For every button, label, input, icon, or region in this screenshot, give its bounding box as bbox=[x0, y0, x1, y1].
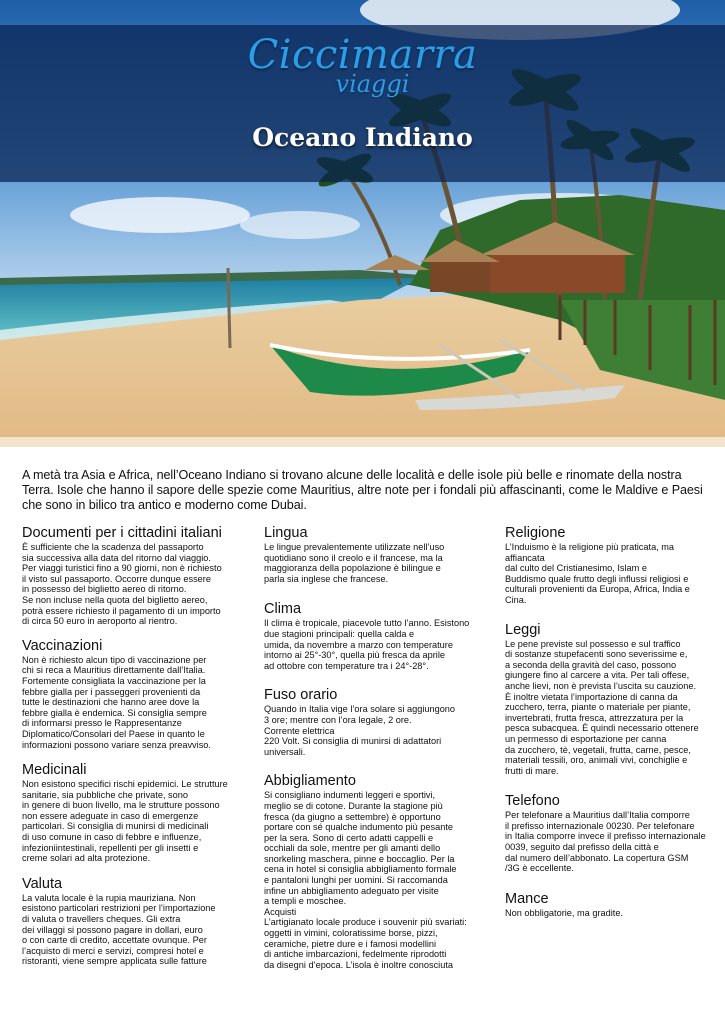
section-body: Il clima è tropicale, piacevole tutto l’anno. Esistono due stagioni principali: quella calda e umida, da novembre a marzo con temperature intorno ai 25°-30°, quella più fresca da aprile ad ottobre con temperature tra i 24°-28°. bbox=[264, 618, 470, 671]
section-title: Fuso orario bbox=[264, 687, 338, 704]
section-body: Quando in Italia vige l’ora solare si aggiungono 3 ore; mentre con l’ora legale, 2 ore. Corrente elettrica 220 Volt. Si consiglia di munirsi di adattatori universali. bbox=[264, 704, 456, 757]
section-title: Clima bbox=[264, 601, 302, 618]
section-body: È sufficiente che la scadenza del passaporto sia successiva alla data del ritorno dal viaggio. Per viaggi turistici fino a 90 giorni, non è richiesto il visto sul passaporto. Occorre dunque essere in possesso del biglietto aereo di ritorno. Se non incluse nella quota del biglietto aereo, potrà essere richiesto il pagamento di un importo di circa 50 euro in aeroporto al rientro. bbox=[22, 542, 222, 627]
section-title: Lingua bbox=[264, 525, 308, 541]
section-title: Documenti per i cittadini italiani bbox=[22, 525, 222, 541]
section-body: Per telefonare a Mauritius dall’Italia comporre il prefisso internazionale 00230. Per telefonare in Italia comporre invece il prefisso internazionale 0039, seguito dal prefisso della città e dal numero dell’abbonato. La copertura GSM /3G è eccellente. bbox=[505, 810, 706, 874]
section-title: Leggi bbox=[505, 621, 541, 638]
section-title: Religione bbox=[505, 525, 566, 541]
section-title: Medicinali bbox=[22, 762, 87, 779]
section-vaccinazioni bbox=[22, 637, 242, 750]
brand-logo-sub: viaggi bbox=[335, 70, 410, 98]
section-body: Non esistono specifici rischi epidemici. Le strutture sanitarie, sia pubbliche che private, sono in genere di buon livello, ma le strutture possono non essere adeguate in caso di emergenze particolari. Si consiglia di munirsi di medicinali di uso comune in caso di febbre e influenze, infezioniintestinali, repellenti per gli insetti e creme solari ad alta protezione. bbox=[22, 779, 228, 864]
section-leggi bbox=[505, 621, 715, 777]
section-title: Telefono bbox=[505, 793, 560, 810]
section-mance bbox=[505, 890, 715, 919]
section-body: Non obbligatorie, ma gradite. bbox=[505, 907, 623, 918]
section-medicinali bbox=[22, 761, 242, 864]
section-clima bbox=[264, 600, 489, 671]
section-body: La valuta locale è la rupia mauriziana. Non esistono particolari restrizioni per l’importazione di valuta o travellers cheques. Gli extra dei villaggi si possono pagare in dollari, euro o con carte di credito, accettate ovunque. Per l’acquisto di merci e servizi, compresi hotel e ristoranti, viene sempre applicata sulle fatture bbox=[22, 892, 216, 967]
brand-logo: Ciccimarra bbox=[247, 32, 478, 78]
section-title: Valuta bbox=[22, 875, 63, 892]
section-body: Non è richiesto alcun tipo di vaccinazione per chi si reca a Mauritius direttamente dall’Italia. Fortemente consigliata la vaccinazione per la febbre gialla per i passeggeri provenienti da tutte le destinazioni che hanno aree dove la febbre gialla è endemica. Si consiglia sempre di informarsi presso le Rappresentanze Diplomatico/Consolari del Paese in quanto le informazioni possono variare senza preavviso. bbox=[22, 654, 211, 750]
section-body: Le pene previste sul possesso e sul traffico di sostanze stupefacenti sono severissime e, a seconda della gravità del caso, possono giungere fino al carcere a vita. Per tali offese, anche lievi, non è prevista l’uscita su cauzione. È inoltre vietata l’importazione di canna da zucchero, terra, piante o materiale per piante, invertebrati, frutta fresca, attrezzatura per la pesca subacquea. È quindi necessario ottenere un permesso di esportazione per canna da zucchero, tè, vegetali, frutta, carne, pesce, materiali tessili, oro, animali vivi, conchiglie e frutti di mare. bbox=[505, 638, 699, 776]
column-right bbox=[505, 524, 715, 918]
section-valuta bbox=[22, 875, 242, 967]
section-fuso-orario bbox=[264, 686, 489, 757]
column-left bbox=[22, 524, 242, 967]
section-title: Abbigliamento bbox=[264, 773, 356, 790]
section-religione bbox=[505, 524, 715, 606]
section-telefono bbox=[505, 792, 715, 874]
section-body: Si consigliano indumenti leggeri e sportivi, meglio se di cotone. Durante la stagione più fresca (da giugno a settembre) è opportuno portare con sé qualche indumento più pesante per la sera. Sono di certo adatti cappelli e occhiali da sole, mentre per gli amanti dello snorkeling maschera, pinne e boccaglio. Per la cena in hotel si consiglia abbigliamento formale e pantaloni lunghi per uomini. Si raccomanda infine un abbigliamento adeguato per visite a templi e moschee. Acquisti L’artigianato locale produce i souvenir più svariati: oggetti in vimini, coloratissime borse, pizzi, ceramiche, pietre dure e i famosi modellini di antiche imbarcazioni, fedelmente riprodotti da disegni d’epoca. L’isola è inoltre conosciuta bbox=[264, 790, 467, 970]
hero-beach-photo bbox=[0, 0, 725, 447]
section-lingua bbox=[264, 524, 489, 584]
section-title: Mance bbox=[505, 890, 549, 907]
section-documenti bbox=[22, 524, 242, 627]
intro-paragraph: A metà tra Asia e Africa, nell’Oceano Indiano si trovano alcune delle località e delle isole più belle e rinomate della nostra Terra. Isole che hanno il sapore delle spezie come Mauritius, altre note per i fondali più affascinanti, come le Maldive e Paesi che sono in bilico tra antico e moderno come Dubai. bbox=[22, 468, 703, 512]
section-abbigliamento bbox=[264, 772, 489, 970]
column-middle bbox=[264, 524, 489, 970]
page-title: Oceano Indiano bbox=[252, 123, 473, 152]
section-body: Le lingue prevalentemente utilizzate nell’uso quotidiano sono il creolo e il francese, ma la maggioranza della popolazione è bilingue e parla sia inglese che francese. bbox=[264, 542, 445, 584]
section-body: L’Induismo è la religione più praticata, ma affiancata dal culto del Cristianesimo, Islam e Buddismo quale frutto degli influssi religiosi e culturali provenienti da Europa, Africa, India e Cina. bbox=[505, 542, 690, 605]
section-title: Vaccinazioni bbox=[22, 637, 103, 654]
